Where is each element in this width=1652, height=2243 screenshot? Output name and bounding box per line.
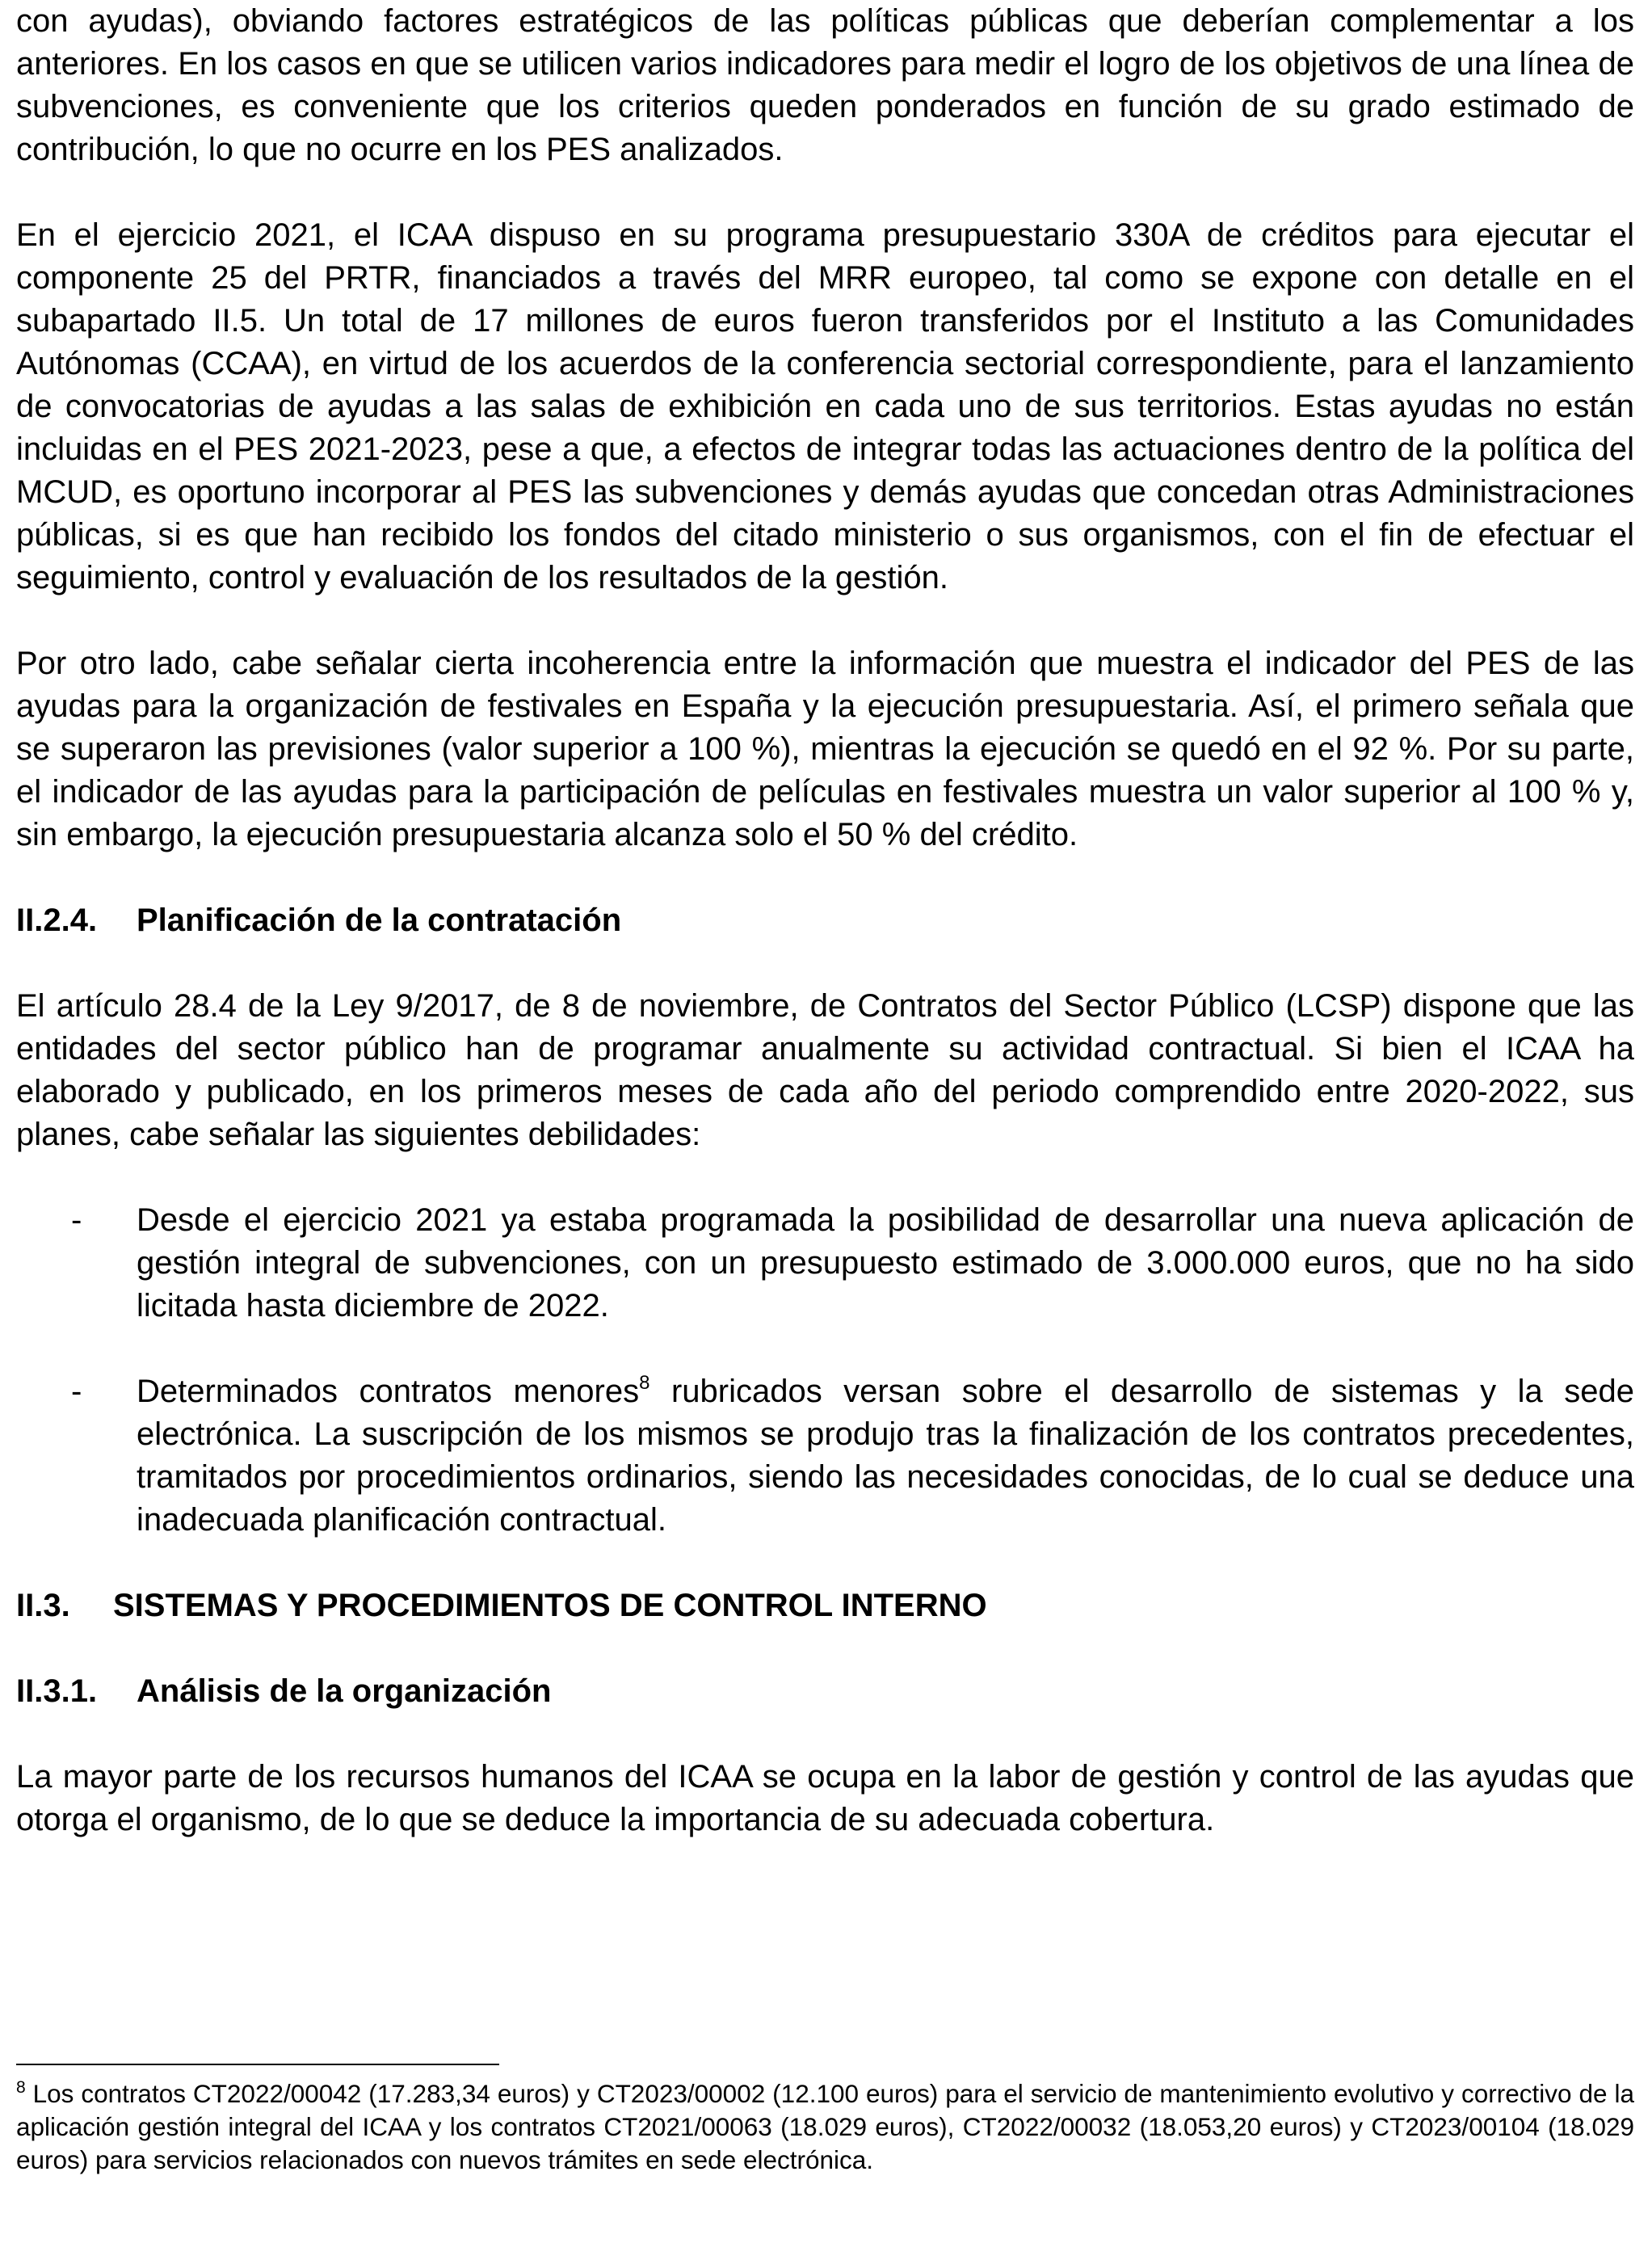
footnote-number: 8 [16,2078,26,2097]
section-title: Análisis de la organización [137,1673,552,1709]
section-title: Planificación de la contratación [137,903,622,938]
paragraph-festival-aids: Por otro lado, cabe señalar cierta incoherencia entre la información que muestra el indicador del PES de las ayudas para la organización de festivales en España y la ejecución presupuestaria. Así, el primero señala que se superaron las previsiones (valor superior a 100 %), mientras la ejecución se quedó en el 92 %. Por su parte, el indicador de las ayudas para la participación de películas en festivales muestra un valor superior al 100 % y, sin embargo, la ejecución presupuestaria alcanza solo el 50 % del crédito. [16,646,1634,852]
footnote-text: Los contratos CT2022/00042 (17.283,34 euros) y CT2023/00002 (12.100 euros) para el servicio de mantenimiento evolutivo y correctivo de la aplicación gestión integral del ICAA y los contratos CT2021/00063 (18.029 euros), CT2022/00032 (18.053,20 euros) y CT2023/00104 (18.029 euros) para servicios relacionados con nuevos trámites en sede electrónica. [16,2079,1634,2174]
bullet-dash: - [71,1374,82,1409]
bullet-dash: - [71,1202,82,1238]
footnote-reference: 8 [639,1372,650,1394]
footnote-separator [16,2064,499,2065]
list-item-text [137,1374,1634,1538]
section-heading-contract-planning [16,899,1634,942]
list-item-text-end: rubricados versan sobre el desarrollo de sistemas y la sede electrónica. La suscripción de los mismos se produjo tras la finalización de los contratos precedentes, tramitados por procedimientos ordinarios, siendo las necesidades conocidas, de lo cual se deduce una inadecuada planificación contractual. [137,1374,1634,1538]
paragraph-prtr-funds: En el ejercicio 2021, el ICAA dispuso en su programa presupuestario 330A de créditos para ejecutar el componente 25 del PRTR, financiados a través del MRR europeo, tal como se expone con detalle en el subapartado II.5. Un total de 17 millones de euros fueron transferidos por el Instituto a las Comunidades Autónomas (CCAA), en virtud de los acuerdos de la conferencia sectorial correspondiente, para el lanzamiento de convocatorias de ayudas a las salas de exhibición en cada uno de sus territorios. Estas ayudas no están incluidas en el PES 2021-2023, pese a que, a efectos de integrar todas las actuaciones dentro de la política del MCUD, es oportuno incorporar al PES las subvenciones y demás ayudas que concedan otras Administraciones públicas, si es que han recibido los fondos del citado ministerio o sus organismos, con el fin de efectuar el seguimiento, control y evaluación de los resultados de la gestión. [16,217,1634,595]
footnote [16,2077,1634,2177]
document-page [16,0,1634,2174]
section-number: II.3.1. [16,1673,98,1709]
paragraph-indicators: con ayudas), obviando factores estratégicos de las políticas públicas que deberían complementar a los anteriores. En los casos en que se utilicen varios indicadores para medir el logro de los objetivos de una línea de subvenciones, es conveniente que los criterios queden ponderados en función de su grado estimado de contribución, lo que no ocurre en los PES analizados. [16,3,1634,167]
section-heading-organization-analysis [16,1670,1634,1713]
list-item-text: Desde el ejercicio 2021 ya estaba programada la posibilidad de desarrollar una nueva aplicación de gestión integral de subvenciones, con un presupuesto estimado de 3.000.000 euros, que no ha sido licitada hasta diciembre de 2022. [137,1202,1634,1323]
list-item [16,1370,1634,1542]
list-item [16,1199,1634,1328]
section-number: II.2.4. [16,903,98,938]
list-item-text-start: Determinados contratos menores [137,1374,640,1409]
section-number: II.3. [16,1588,70,1623]
section-title: SISTEMAS Y PROCEDIMIENTOS DE CONTROL INTERNO [113,1588,987,1623]
section-heading-internal-control [16,1584,1634,1627]
paragraph-human-resources: La mayor parte de los recursos humanos del ICAA se ocupa en la labor de gestión y control de las ayudas que otorga el organismo, de lo que se deduce la importancia de su adecuada cobertura. [16,1759,1634,1837]
weaknesses-list [16,1199,1634,1542]
paragraph-lcsp: El artículo 28.4 de la Ley 9/2017, de 8 de noviembre, de Contratos del Sector Público (LCSP) dispone que las entidades del sector público han de programar anualmente su actividad contractual. Si bien el ICAA ha elaborado y publicado, en los primeros meses de cada año del periodo comprendido entre 2020-2022, sus planes, cabe señalar las siguientes debilidades: [16,988,1634,1152]
